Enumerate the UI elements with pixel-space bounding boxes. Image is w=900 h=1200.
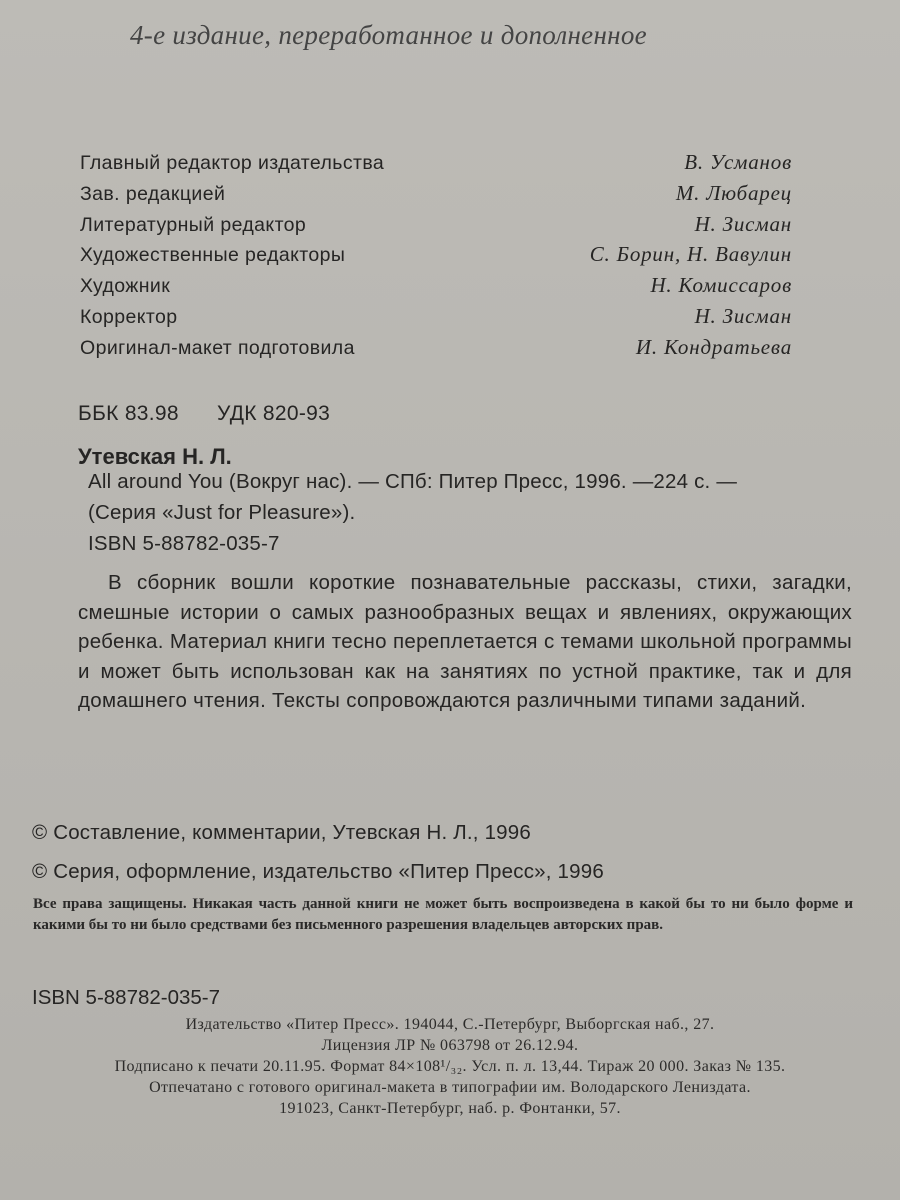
copyright-series: © Серия, оформление, издательство «Питер Пресс», 1996: [32, 860, 604, 883]
edition-note: 4-е издание, переработанное и дополненное: [130, 20, 647, 50]
credit-row: [80, 242, 792, 273]
rights-notice: Все права защищены. Никакая часть данной книги не может быть воспроизведена в какой бы то ни было форме и какими бы то ни было средствами без письменного разрешения владельцев авторских прав.: [33, 896, 853, 933]
credit-name: В. Усманов: [684, 150, 792, 174]
credit-role: Зав. редакцией: [80, 182, 226, 205]
author-name: Утевская Н. Л.: [78, 444, 232, 469]
credit-row: [80, 335, 792, 366]
credit-role: Главный редактор издательства: [80, 152, 385, 174]
printing-imprint: [40, 1014, 860, 1119]
abstract-paragraph: В сборник вошли короткие познавательные рассказы, стихи, загадки, смешные истории о самых разнообразных вещах и явлениях, окружающих ребенка. Материал книги тесно переплетается с темами школьной программы и может быть использован как на занятиях по устной практике, так и для домашнего чтения. Тексты сопровождаются различными типами заданий.: [78, 571, 852, 712]
credit-name: С. Борин, Н. Вавулин: [589, 242, 792, 267]
credit-row: [80, 181, 792, 212]
credit-name: Н. Зисман: [694, 211, 792, 236]
credit-row: [80, 304, 792, 335]
udk-code: УДК 820-93: [217, 402, 331, 425]
credit-role: Художественные редакторы: [80, 244, 346, 267]
credit-role: Литературный редактор: [80, 213, 307, 236]
copyright-compilation: © Составление, комментарии, Утевская Н. Л., 1996: [32, 821, 531, 844]
credit-role: Оригинал-макет подготовила: [80, 336, 355, 359]
bbk-code: ББК 83.98: [78, 402, 179, 425]
bibliographic-description: [88, 466, 868, 559]
credit-name: М. Любарец: [675, 180, 792, 205]
classification-codes: [78, 402, 362, 426]
isbn-bottom: ISBN 5-88782-035-7: [32, 986, 221, 1009]
imprint-line: Подписано к печати 20.11.95. Формат 84×108¹/₃₂. Усл. п. л. 13,44. Тираж 20 000. Заказ № 135.: [114, 1058, 786, 1075]
credit-row: [80, 150, 792, 181]
imprint-line: Лицензия ЛР № 063798 от 26.12.94.: [321, 1037, 579, 1054]
credit-name: И. Кондратьева: [635, 334, 792, 359]
credit-row: [80, 273, 792, 304]
credit-name: Н. Комиссаров: [650, 273, 792, 298]
imprint-line: 191023, Санкт-Петербург, наб. р. Фонтанки, 57.: [279, 1100, 621, 1117]
credits-list: [80, 150, 792, 366]
imprint-line: Отпечатано с готового оригинал-макета в типографии им. Володарского Лениздата.: [149, 1079, 751, 1096]
biblio-line: All around You (Вокруг нас). — СПб: Питер Пресс, 1996. —224 с. —: [88, 470, 738, 493]
credit-row: [80, 212, 792, 243]
credit-role: Корректор: [80, 305, 178, 328]
biblio-isbn: ISBN 5-88782-035-7: [88, 532, 280, 555]
credit-role: Художник: [80, 275, 171, 298]
imprint-line: Издательство «Питер Пресс». 194044, С.-Петербург, Выборгская наб., 27.: [185, 1016, 715, 1033]
credit-name: Н. Зисман: [694, 303, 792, 328]
biblio-series: (Серия «Just for Pleasure»).: [88, 501, 356, 524]
